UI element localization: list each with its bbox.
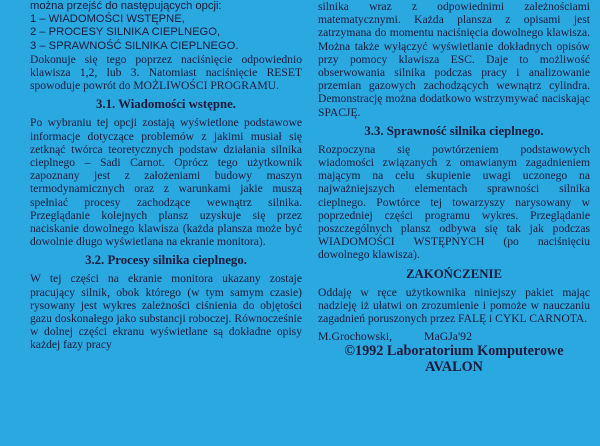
option-2: 2 – PROCESY SILNIKA CIEPLNEGO, [30,26,221,39]
section-3-1-heading: 3.1. Wiadomości wstępne. [96,97,236,112]
intro-paragraph: Dokonuje się tego poprzez naciśnięcie odpowiednio klawisza 1,2, lub 3. Natomiast naciśnięcie RESET spowoduje powrót do MOŻLIWOŚCI PROGRAMU. [30,52,302,93]
signature-name: M.Grochowski, [318,329,393,344]
signature-date: MaGJa'92 [423,329,472,344]
right-column [318,0,590,375]
section-3-2-continued: silnika wraz z odpowiednimi zależnościami matematycznymi. Każda plansza z opisami jest zatrzymana do momentu naciśnięcia dowolnego klawisza. Można także wyłączyć wyświetlanie dokładnych opisów przy pomocy klawisza ESC. Daje to możliwość obserwowania silnika podczas pracy i analizowanie przemian gazowych zachodzących wewnątrz cylindra. Demonstrację można dodatkowo wstrzymywać naciskając SPACJĘ. [318,0,590,119]
left-column [30,0,302,352]
closing-heading: ZAKOŃCZENIE [406,266,502,281]
option-1: 1 – WIADOMOŚCI WSTĘPNE, [30,13,185,26]
section-3-2-text: W tej części na ekranie monitora ukazany zostaje pracujący silnik, obok którego (w tym samym czasie) rysowany jest wykres zależności ciśnienia do objętości gazu doskonałego jako substancji roboczej. Równocześnie w dolnej części ekranu wyświetlane są dokładne opisy każdej fazy pracy [30,272,302,352]
copyright-line-2: AVALON [425,359,483,376]
section-3-3-heading: 3.3. Sprawność silnika cieplnego. [364,123,544,138]
closing-text: Oddaję w ręce użytkownika niniejszy pakiet mając nadzieję iż ułatwi on zrozumienie i pomoże w nauczaniu zagadnień poruszonych przez FALĘ i CYKL CARNOTA. [318,285,590,326]
option-3: 3 – SPRAWNOŚĆ SILNIKA CIEPLNEGO. [30,39,239,52]
section-3-2-heading: 3.2. Procesy silnika cieplnego. [85,253,247,268]
section-3-1-text: Po wybraniu tej opcji zostają wyświetlone podstawowe informacje dotyczące problemów z jakimi musiał się zetknąć twórca teoretycznych podstaw działania silnika cieplnego – Sadi Carnot. Oprócz tego użytkownik zapoznany jest z założeniami budowy maszyn termodynamicznych oraz z warunkami jakie muszą spełniać procesy zachodzące wewnątrz silnika. Przeglądanie kolejnych plansz uzyskuje się przez naciskanie dowolnego klawisza (każda plansza może być dowolnie długo wyświetlana na ekranie monitora). [30,116,302,249]
copyright-line-1: ©1992 Laboratorium Komputerowe [344,343,564,360]
signature-line [318,329,590,343]
options-intro: można przejść do następujących opcji: [30,0,222,12]
section-3-3-text: Rozpoczyna się powtórzeniem podstawowych wiadomości związanych z omawianym zagadnieniem mającym na celu skupienie uwagi uczonego na najważniejszych elementach sprawności silnika cieplnego. Powtórce tej towarzyszy narysowany w poprzedniej części programu wykres. Przeglądanie poszczególnych plansz odbywa się tak jak podczas WIADOMOŚCI WSTĘPNYCH (po naciśnięciu dowolnego klawisza). [318,142,590,262]
